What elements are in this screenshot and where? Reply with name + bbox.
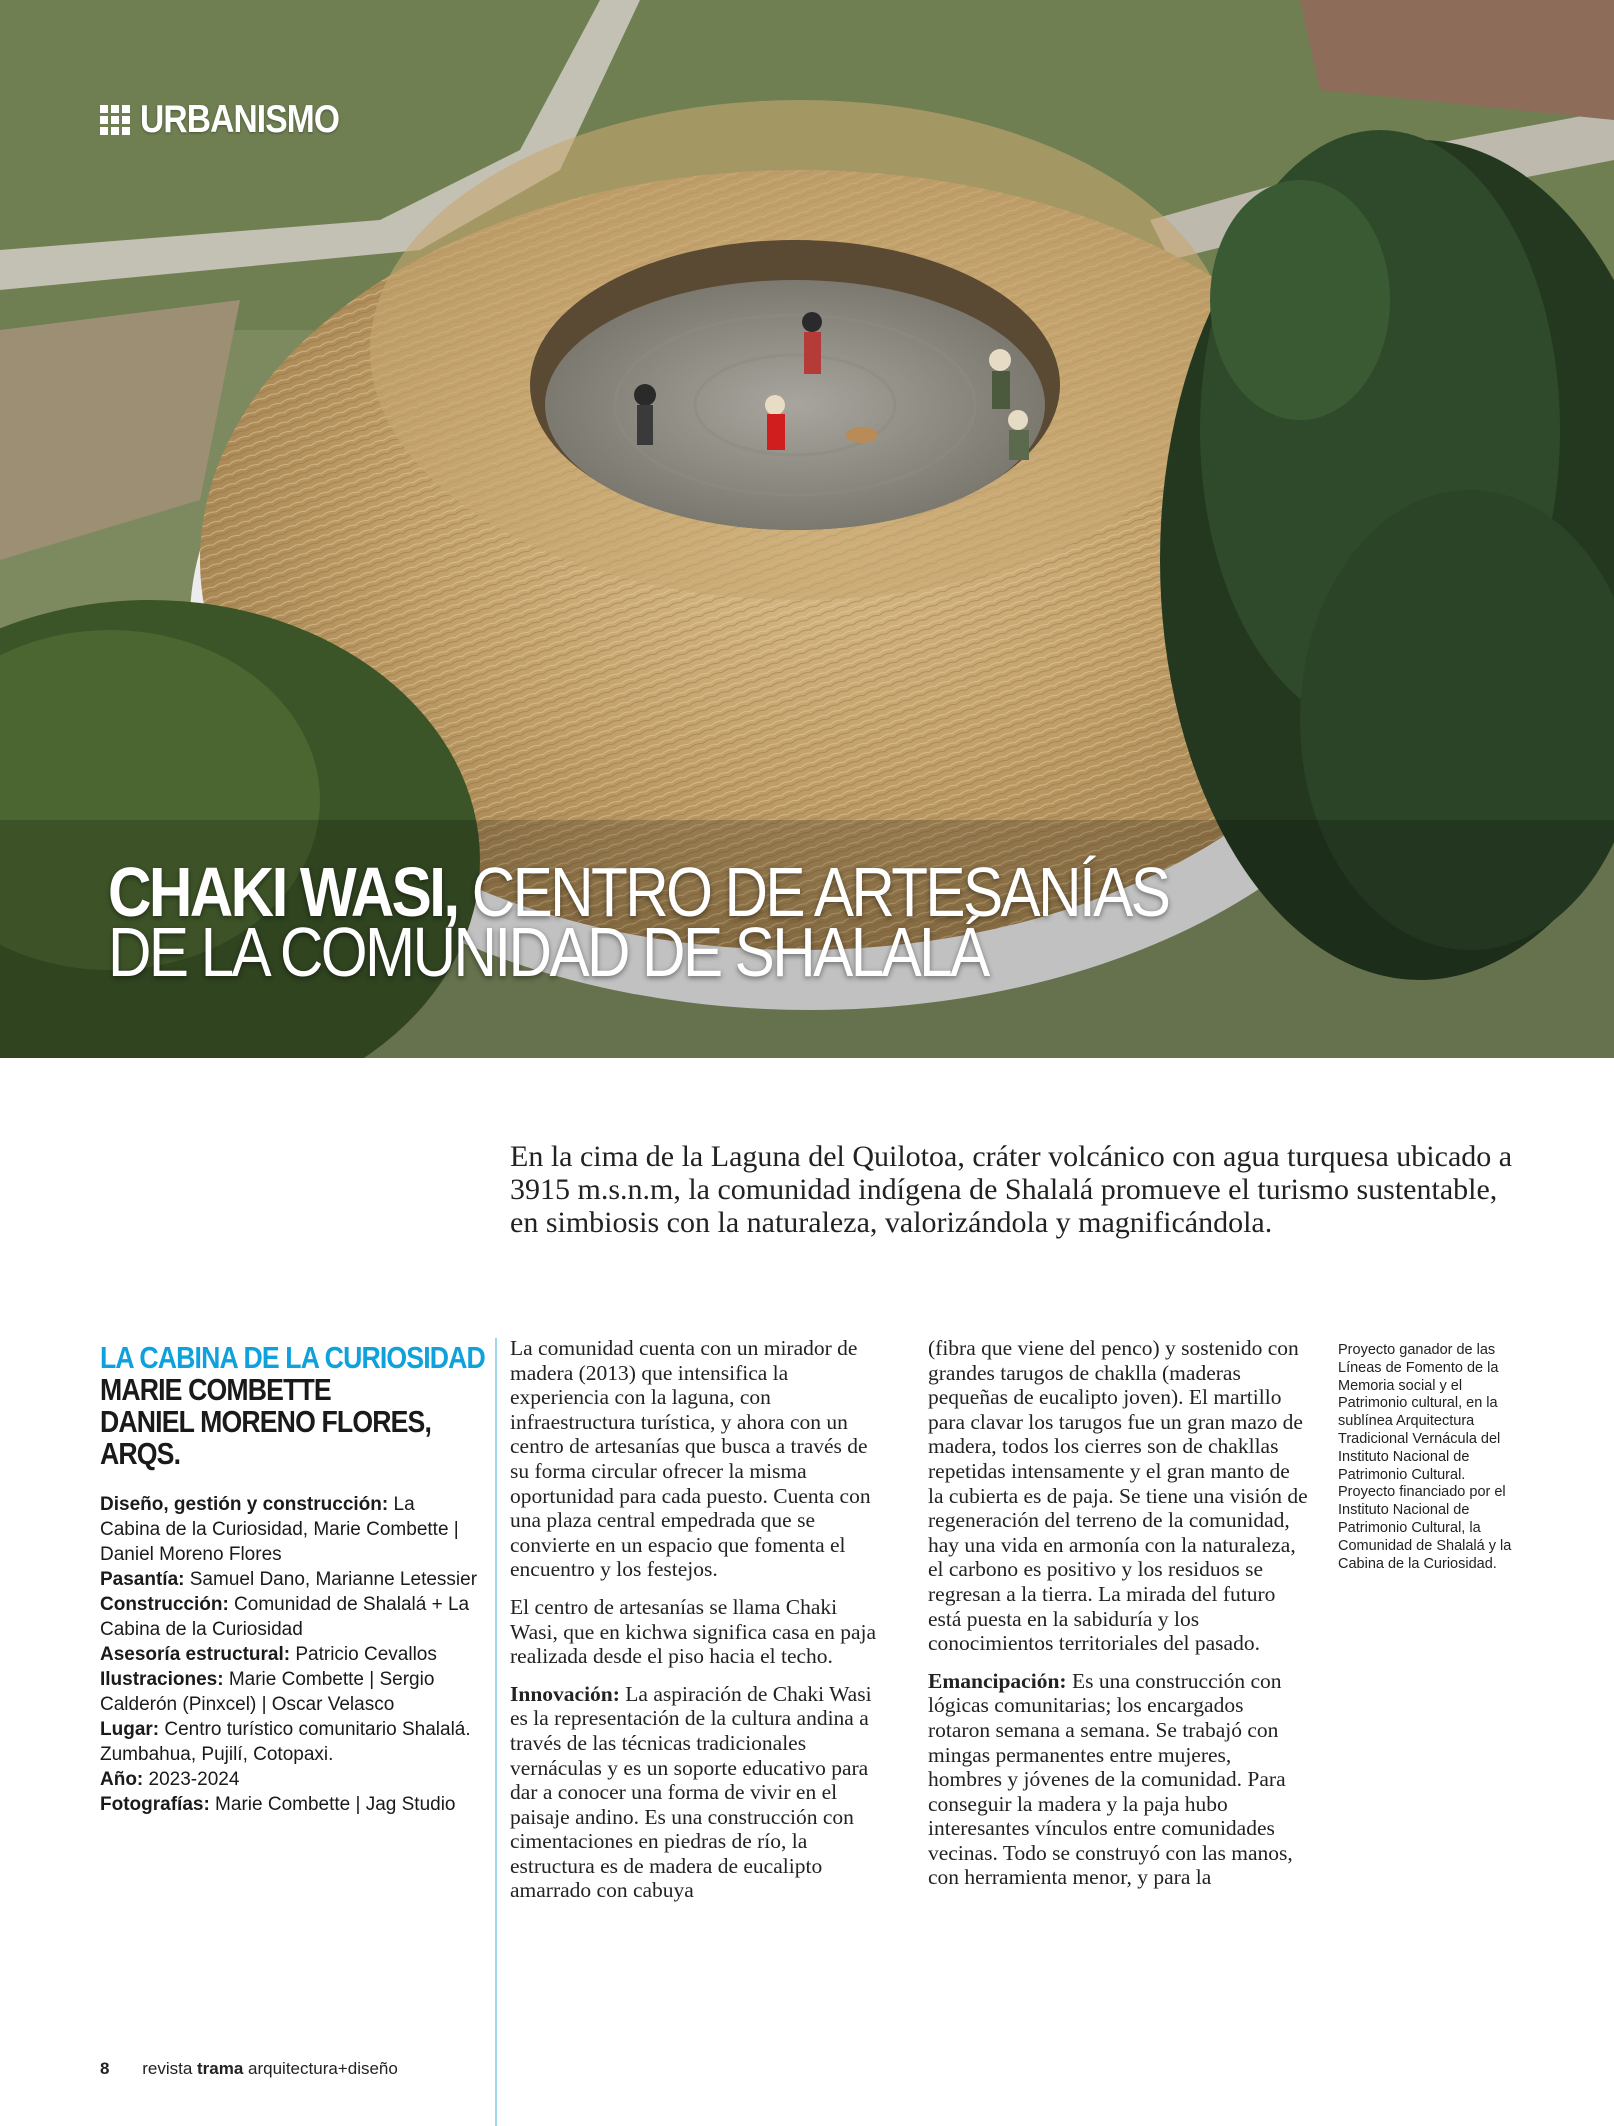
credit-value: 2023-2024 [143,1769,240,1790]
body-column-2 [928,1336,1308,1903]
body-paragraph [928,1669,1308,1890]
body-paragraph: (fibra que viene del penco) y sostenido con grandes tarugos de chaklla (maderas pequeñas de eucalipto joven). El martillo para clavar los tarugos fue un gran mazo de madera, todos los cierres son de chakllas repetidas intensamente y el gran manto de la cubierta es de paja. Se tiene una visión de regeneración del terreno de la comunidad, hay una vida en armonía con la naturaleza, el carbono es positivo y los residuos se regresan a la tierra. La mirada del futuro está puesta en la sabiduría y los conocimientos territoriales del pasado. [928,1336,1308,1656]
title-rest: CENTRO DE ARTESANÍAS [457,853,1169,931]
credit-item [100,1792,480,1817]
title-line-2: DE LA COMUNIDAD DE SHALALÁ [108,913,988,991]
credits-info [100,1492,480,1817]
credit-label: Lugar: [100,1719,160,1740]
credit-value: Samuel Dano, Marianne Letessier [184,1569,478,1590]
body-column-1 [510,1336,880,1916]
publication-suffix: arquitectura+diseño [243,2059,398,2078]
credit-value: Comunidad de Shalalá + La Cabina de la Curiosidad [100,1594,470,1640]
credit-value: Patricio Cevallos [290,1644,437,1665]
credit-value: Centro turístico comunitario Shalalá. Zumbahua, Pujilí, Cotopaxi. [100,1719,471,1765]
credit-label: Diseño, gestión y construcción: [100,1494,389,1515]
publication-brand: trama [197,2059,244,2078]
author-line: ARQS. [100,1436,181,1471]
body-paragraph: El centro de artesanías se llama Chaki Wasi, que en kichwa significa casa en paja realizada desde el piso hacia el techo. [510,1594,877,1669]
credit-label: Pasantía: [100,1569,185,1590]
publication-prefix: revista [142,2059,197,2078]
credit-item [100,1642,480,1667]
credit-label: Construcción: [100,1594,229,1615]
credit-item [100,1567,480,1592]
section-tag [100,98,372,142]
page-number: 8 [100,2059,110,2078]
credit-label: Año: [100,1769,144,1790]
credit-value: La Cabina de la Curiosidad, Marie Combette | Daniel Moreno Flores [100,1494,459,1565]
credits-block [100,1340,485,1817]
hero-photo [0,0,1614,1058]
credit-item [100,1667,480,1717]
paragraph-heading: Emancipación: [928,1668,1067,1693]
credit-value: Marie Combette | Sergio Calderón (Pinxcel) | Oscar Velasco [100,1669,435,1715]
author-line: MARIE COMBETTE [100,1372,331,1407]
body-paragraph [510,1682,880,1903]
publication-name [142,2059,398,2078]
author-line: DANIEL MORENO FLORES, [100,1404,432,1439]
credit-label: Fotografías: [100,1794,210,1815]
lead-paragraph: En la cima de la Laguna del Quilotoa, cráter volcánico con agua turquesa ubicado a 3915 m.s.n.m, la comunidad indígena de Shalalá promueve el turismo sustentable, en simbiosis con la naturaleza, valorizándola y magnificándola. [510,1140,1513,1239]
paragraph-text: La aspiración de Chaki Wasi es la representación de la cultura andina a través de las técnicas tradicionales vernáculas y es un soporte educativo para dar a conocer una forma de vivir en el paisaje andino. Es una construcción con cimentaciones en piedras de río, la estructura es de madera de eucalipto amarrado con cabuya [510,1681,872,1903]
credit-item [100,1767,480,1792]
paragraph-text: Es una construcción con lógicas comunitarias; los encargados rotaron semana a semana. Se trabajó con mingas permanentes entre mujeres, hombres y jóvenes de la comunidad. Para conseguir la madera y la paja hubo interesantes vínculos entre comunidades vecinas. Todo se construyó con las manos, con herramienta menor, y para la [928,1668,1293,1890]
credit-label: Asesoría estructural: [100,1644,291,1665]
article-title [108,853,1169,991]
studio-name: LA CABINA DE LA CURIOSIDAD [100,1340,485,1375]
paragraph-heading: Innovación: [510,1681,620,1706]
body-paragraph: La comunidad cuenta con un mirador de madera (2013) que intensifica la experiencia con la laguna, con infraestructura turística, y ahora con un centro de artesanías que busca a través de su forma circular ofrecer la misma oportunidad para cada puesto. Cuenta con una plaza central empedrada que se convierte en un espacio que fomenta el encuentro y los festejos. [510,1336,871,1582]
credit-item [100,1717,480,1767]
grid-icon [100,105,130,135]
page-footer [100,2059,398,2079]
credit-item [100,1492,480,1567]
credit-value: Marie Combette | Jag Studio [209,1794,456,1815]
credit-item [100,1592,480,1642]
sidenote: Proyecto ganador de las Líneas de Fomento de la Memoria social y el Patrimonio cultural, en la sublínea Arquitectura Tradicional Vernácula del Instituto Nacional de Patrimonio Cultural. Proyecto financiado por el Instituto Nacional de Patrimonio Cultural, la Comunidad de Shalalá y la Cabina de la Curiosidad. [1338,1342,1512,1572]
title-bold: CHAKI WASI, [108,853,458,931]
credit-label: Ilustraciones: [100,1669,224,1690]
section-label: URBANISMO [140,98,340,141]
column-divider [495,1338,497,2126]
